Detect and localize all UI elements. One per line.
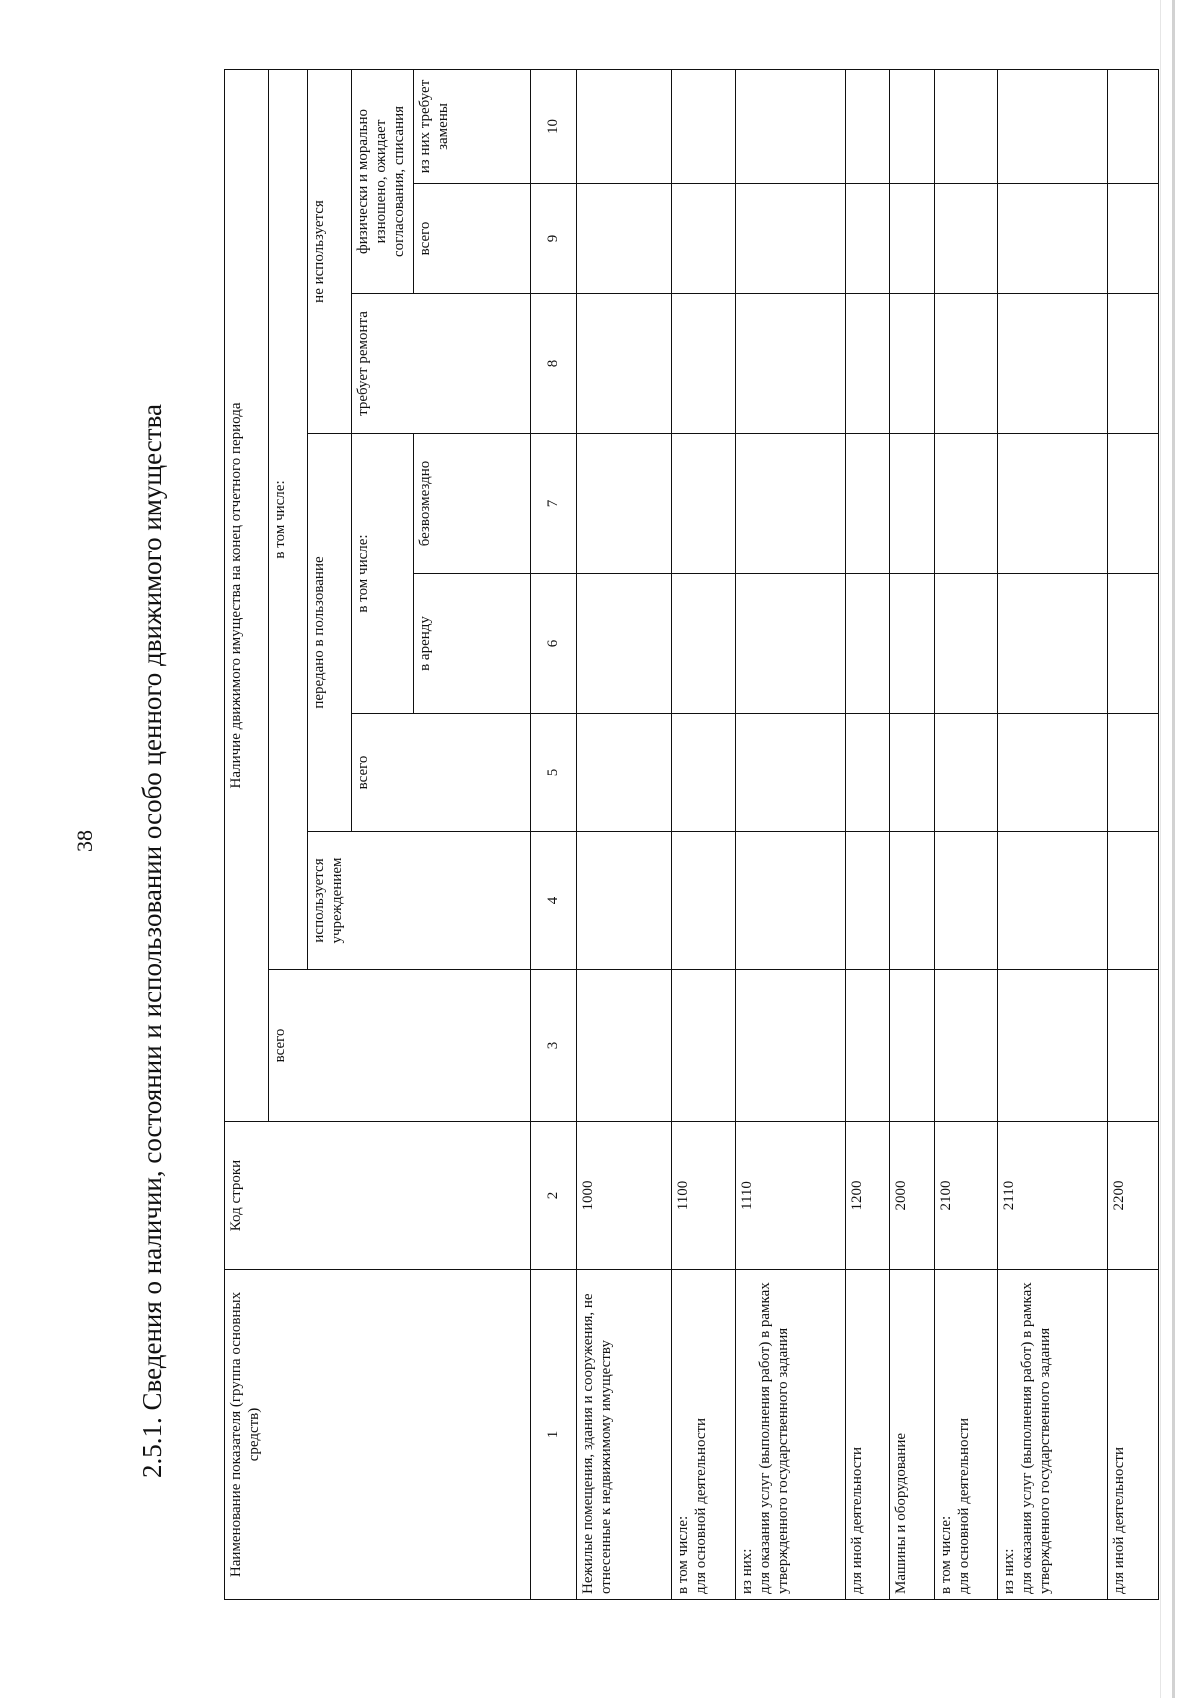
column-number: 2 <box>530 1122 577 1270</box>
header-transferred-total: всего <box>351 714 530 832</box>
row-code: 1200 <box>845 1122 889 1270</box>
column-number: 1 <box>530 1270 577 1600</box>
table-row <box>890 69 934 1599</box>
row-code: 2110 <box>998 1122 1108 1270</box>
row-code: 1000 <box>577 1122 672 1270</box>
row-name: в том числе: для основной деятельности <box>672 1270 735 1600</box>
header-code: Код строки <box>225 1122 531 1270</box>
row-name: для иной деятельности <box>1108 1270 1159 1600</box>
table-row <box>577 69 672 1599</box>
column-number: 4 <box>530 832 577 970</box>
row-name: из них: для оказания услуг (выполнения работ) в рамках утвержденного государственного задания <box>735 1270 845 1600</box>
header-needs-repair: требует ремонта <box>351 294 530 434</box>
page-title: 2.5.1. Сведения о наличии, состоянии и использовании особо ценного движимого имущества <box>137 404 167 1478</box>
table-row <box>998 69 1108 1599</box>
row-name: Машины и оборудование <box>890 1270 934 1600</box>
column-number: 3 <box>530 970 577 1122</box>
table-row <box>934 69 997 1599</box>
header-needs-replacement: из них требует замены <box>414 69 530 183</box>
column-number: 7 <box>530 434 577 574</box>
scan-edge-shadow <box>1172 0 1175 1698</box>
row-name: из них: для оказания услуг (выполнения работ) в рамках утвержденного государственного задания <box>998 1270 1108 1600</box>
header-total: всего <box>269 970 530 1122</box>
column-number-row <box>530 69 577 1599</box>
column-number: 9 <box>530 184 577 294</box>
header-worn-out: физически и морально изношено, ожидает согласования, списания <box>351 69 413 293</box>
column-number: 5 <box>530 714 577 832</box>
row-code: 2000 <box>890 1122 934 1270</box>
header-transferred-including: в том числе: <box>351 434 413 714</box>
table-row <box>845 69 889 1599</box>
page-number: 38 <box>72 830 97 852</box>
table-row <box>672 69 735 1599</box>
column-number: 8 <box>530 294 577 434</box>
row-name: Нежилые помещения, здания и сооружения, не отнесенные к недвижимому имуществу <box>577 1270 672 1600</box>
column-number: 6 <box>530 574 577 714</box>
row-name: для иной деятельности <box>845 1270 889 1600</box>
header-rent: в аренду <box>414 574 530 714</box>
header-including: в том числе: <box>269 69 307 969</box>
table-row <box>1108 69 1159 1599</box>
header-transferred: передано в пользование <box>307 434 351 832</box>
assets-table <box>224 69 1159 1600</box>
row-code: 2100 <box>934 1122 997 1270</box>
row-code: 1110 <box>735 1122 845 1270</box>
row-code: 1100 <box>672 1122 735 1270</box>
header-free: безвозмездно <box>414 434 530 574</box>
column-number: 10 <box>530 69 577 183</box>
row-code: 2200 <box>1108 1122 1159 1270</box>
header-name: Наименование показателя (группа основных средств) <box>225 1270 531 1600</box>
scan-edge-line <box>1160 0 1161 1698</box>
header-availability: Наличие движимого имущества на конец отчетного периода <box>225 69 269 1121</box>
table-row <box>735 69 845 1599</box>
row-name: в том числе: для основной деятельности <box>934 1270 997 1600</box>
assets-table-container <box>224 70 1159 1600</box>
header-not-used: не используется <box>307 69 351 433</box>
header-worn-total: всего <box>414 184 530 294</box>
header-used-by-institution: используется учреждением <box>307 832 530 970</box>
